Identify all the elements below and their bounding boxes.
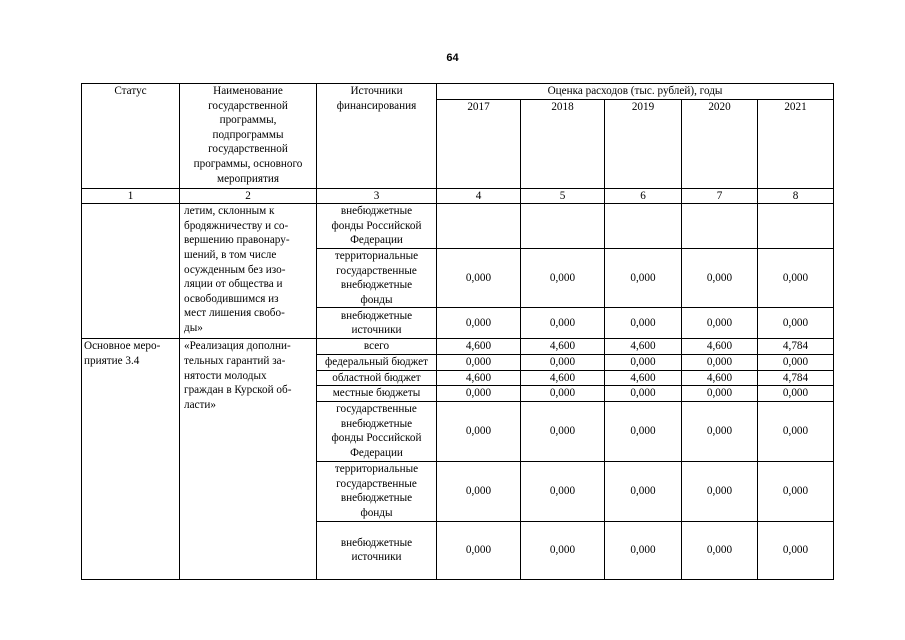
value-cell: 0,000 (682, 521, 758, 579)
column-number: 5 (521, 188, 605, 204)
value-cell: 0,000 (758, 308, 834, 339)
header-year: 2018 (521, 99, 605, 188)
value-cell: 0,000 (605, 461, 682, 521)
header-year: 2020 (682, 99, 758, 188)
value-cell: 0,000 (521, 386, 605, 402)
value-cell: 0,000 (758, 248, 834, 307)
header-status: Статус (82, 84, 180, 189)
value-cell: 0,000 (682, 461, 758, 521)
column-number: 8 (758, 188, 834, 204)
value-cell: 0,000 (682, 401, 758, 461)
source-cell: федеральный бюджет (317, 354, 437, 370)
value-cell: 4,600 (605, 370, 682, 386)
value-cell: 0,000 (521, 461, 605, 521)
value-cell: 0,000 (521, 248, 605, 307)
value-cell: 0,000 (437, 308, 521, 339)
source-cell: всего (317, 339, 437, 355)
value-cell: 0,000 (605, 248, 682, 307)
header-year: 2017 (437, 99, 521, 188)
value-cell: 0,000 (682, 248, 758, 307)
value-cell: 0,000 (682, 386, 758, 402)
value-cell: 0,000 (605, 521, 682, 579)
source-cell: территориальные государственные внебюджетные фонды (317, 461, 437, 521)
budget-table (81, 83, 834, 580)
source-cell: территориальные государственные внебюджетные фонды (317, 248, 437, 307)
value-cell: 0,000 (437, 521, 521, 579)
source-cell: государственные внебюджетные фонды Российской Федерации (317, 401, 437, 461)
value-cell: 0,000 (437, 386, 521, 402)
value-cell: 0,000 (437, 461, 521, 521)
column-number: 4 (437, 188, 521, 204)
value-cell: 0,000 (605, 354, 682, 370)
source-cell: внебюджетные источники (317, 308, 437, 339)
value-cell: 4,600 (682, 339, 758, 355)
value-cell: 0,000 (758, 401, 834, 461)
column-number: 2 (180, 188, 317, 204)
status-cell (82, 204, 180, 339)
program-name-cell: летим, склонным к бродяжничеству и со- вершению правонару- шений, в том числе осужденным без изо- ляции от общества и освободившимся из мест лишения свобо- ды» (180, 204, 317, 339)
value-cell: 4,600 (682, 370, 758, 386)
value-cell: 4,784 (758, 370, 834, 386)
column-number: 1 (82, 188, 180, 204)
status-cell: Основное меро- приятие 3.4 (82, 339, 180, 579)
value-cell: 0,000 (758, 386, 834, 402)
value-cell: 0,000 (437, 354, 521, 370)
header-name: Наименование государственной программы, подпрограммы государственной программы, основного мероприятия (180, 84, 317, 189)
value-cell: 0,000 (521, 521, 605, 579)
value-cell: 4,600 (521, 339, 605, 355)
source-cell: внебюджетные фонды Российской Федерации (317, 204, 437, 249)
page-number: 64 (446, 52, 459, 64)
value-cell (682, 204, 758, 249)
value-cell (521, 204, 605, 249)
value-cell (758, 204, 834, 249)
value-cell: 0,000 (605, 308, 682, 339)
value-cell: 0,000 (437, 248, 521, 307)
column-number: 3 (317, 188, 437, 204)
value-cell: 0,000 (605, 401, 682, 461)
column-number: 6 (605, 188, 682, 204)
header-year: 2021 (758, 99, 834, 188)
value-cell: 0,000 (605, 386, 682, 402)
value-cell: 4,784 (758, 339, 834, 355)
value-cell: 0,000 (758, 354, 834, 370)
column-number: 7 (682, 188, 758, 204)
value-cell: 0,000 (682, 354, 758, 370)
value-cell: 4,600 (605, 339, 682, 355)
value-cell: 0,000 (758, 521, 834, 579)
source-cell: областной бюджет (317, 370, 437, 386)
header-year: 2019 (605, 99, 682, 188)
value-cell: 0,000 (437, 401, 521, 461)
header-expenses: Оценка расходов (тыс. рублей), годы (437, 84, 834, 100)
source-cell: местные бюджеты (317, 386, 437, 402)
source-cell: внебюджетные источники (317, 521, 437, 579)
value-cell (605, 204, 682, 249)
value-cell (437, 204, 521, 249)
value-cell: 0,000 (521, 354, 605, 370)
header-sources: Источники финансирования (317, 84, 437, 189)
value-cell: 4,600 (521, 370, 605, 386)
value-cell: 0,000 (682, 308, 758, 339)
value-cell: 4,600 (437, 370, 521, 386)
value-cell: 0,000 (521, 308, 605, 339)
value-cell: 0,000 (521, 401, 605, 461)
value-cell: 0,000 (758, 461, 834, 521)
value-cell: 4,600 (437, 339, 521, 355)
program-name-cell: «Реализация дополни- тельных гарантий за- нятости молодых граждан в Курской об- ласти» (180, 339, 317, 579)
